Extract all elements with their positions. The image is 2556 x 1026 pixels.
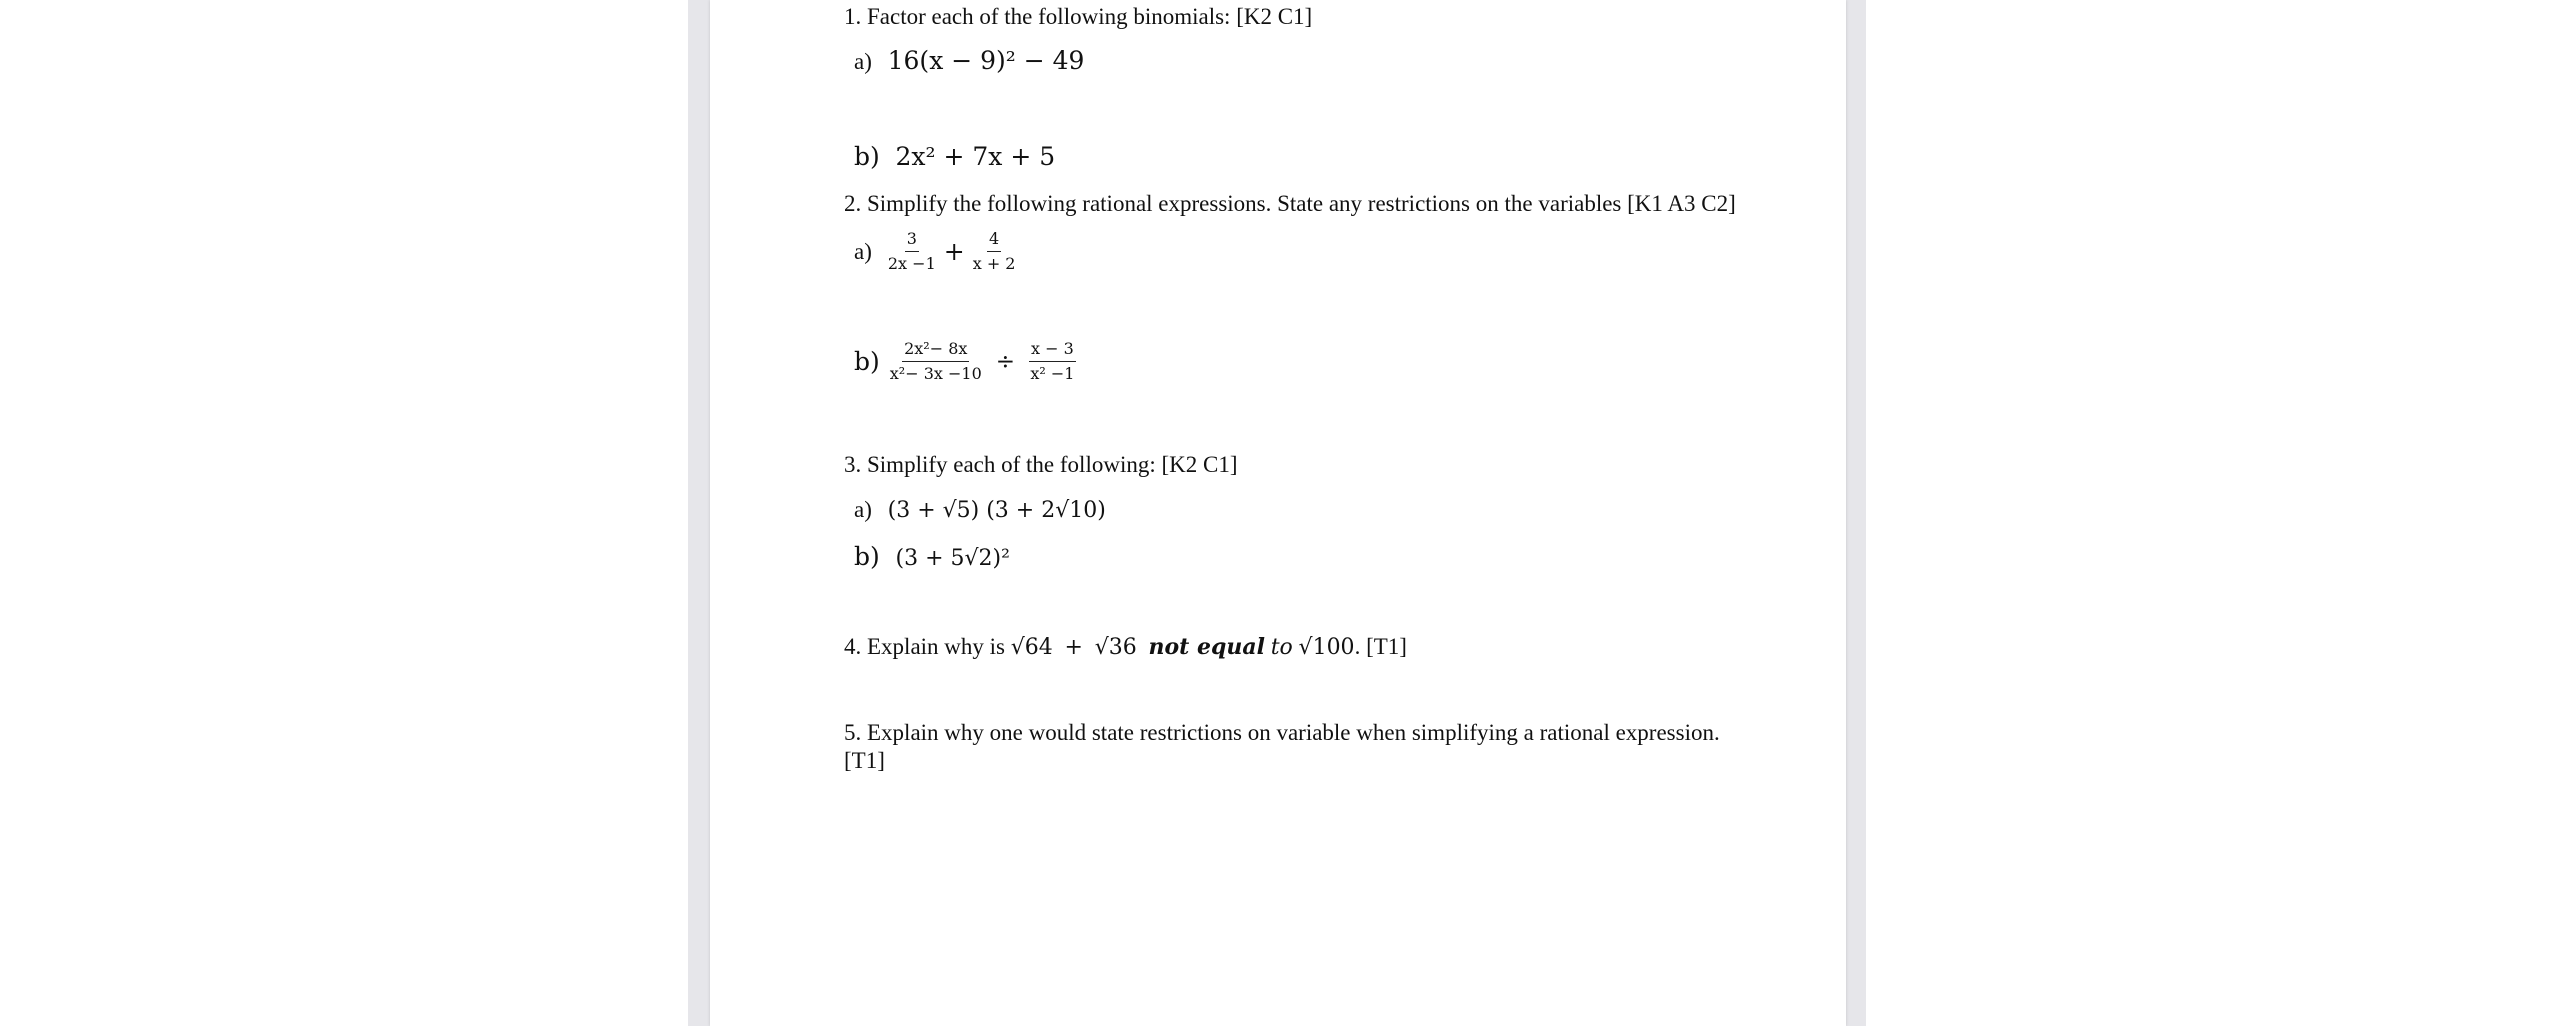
q2-a-fraction-1 — [888, 230, 936, 273]
q4-plus: + — [1064, 635, 1083, 660]
q4-sqrt-36: √36 — [1094, 635, 1137, 660]
q1-heading: 1. Factor each of the following binomials: [K2 C1] — [844, 4, 1313, 29]
q5-line-1: 5. Explain why one would state restrictions on variable when simplifying a rational expression. — [844, 720, 1720, 745]
q2-a-frac1-denominator: 2x −1 — [887, 254, 936, 273]
q2-b-fraction-1 — [890, 340, 982, 383]
q1-a-expression: 16(x − 9)² − 49 — [887, 46, 1085, 75]
q2-b-frac2-numerator: x − 3 — [1029, 340, 1076, 362]
q4-to: to — [1270, 635, 1293, 660]
q3-heading: 3. Simplify each of the following: [K2 C1] — [844, 452, 1238, 477]
q1-b-label: b) — [854, 142, 880, 171]
q3-b-expression: (3 + 5√2)² — [895, 546, 1010, 571]
q2-b-label: b) — [854, 347, 880, 376]
q4-suffix: . [T1] — [1354, 634, 1407, 659]
q3-part-b — [854, 542, 1010, 571]
q2-part-b — [854, 340, 1076, 383]
q4-sqrt-100: √100 — [1298, 635, 1355, 660]
document-page — [710, 0, 1846, 1026]
q2-a-frac1-numerator: 3 — [905, 230, 919, 252]
q2-a-frac2-denominator: x + 2 — [972, 254, 1016, 273]
q3-part-a — [854, 497, 1106, 523]
q3-a-label: a) — [854, 497, 872, 522]
q4-sqrt-64: √64 — [1010, 635, 1053, 660]
q2-a-label: a) — [854, 238, 872, 264]
left-gutter — [688, 0, 710, 1026]
right-gutter — [1846, 0, 1866, 1026]
q1-part-b — [854, 142, 1055, 171]
q2-a-operator: + — [943, 237, 965, 266]
q3-b-label: b) — [854, 542, 880, 571]
q1-a-label: a) — [854, 49, 872, 74]
q1-part-a — [854, 46, 1084, 75]
q4-not-equal: not equal — [1148, 634, 1265, 660]
q2-part-a — [854, 230, 1015, 273]
q2-b-operator: ÷ — [995, 348, 1016, 375]
q2-a-fraction-2 — [973, 230, 1016, 273]
q5-line-2: [T1] — [844, 748, 885, 773]
q2-b-frac2-denominator: x² −1 — [1030, 364, 1075, 383]
q2-a-frac2-numerator: 4 — [987, 230, 1001, 252]
q2-b-frac1-denominator: x²− 3x −10 — [889, 364, 982, 383]
q2-b-frac1-numerator: 2x²− 8x — [902, 340, 969, 362]
q2-b-fraction-2 — [1029, 340, 1076, 383]
q4-line — [844, 634, 1407, 660]
q3-a-expression: (3 + √5) (3 + 2√10) — [887, 498, 1106, 523]
q2-heading: 2. Simplify the following rational expressions. State any restrictions on the variables [K1 A3 C2] — [844, 191, 1736, 216]
q1-b-expression: 2x² + 7x + 5 — [895, 142, 1056, 171]
q4-prefix: 4. Explain why is — [844, 634, 1005, 659]
